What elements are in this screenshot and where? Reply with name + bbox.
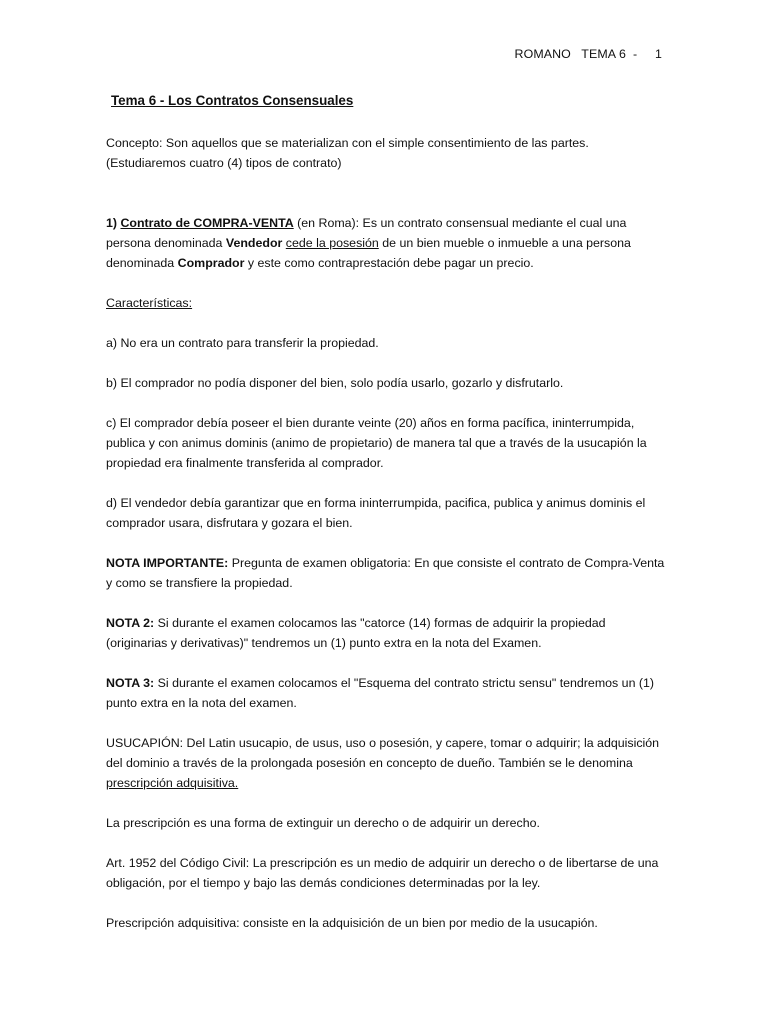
nota-3-text: Si durante el examen colocamos el "Esquema del contrato strictu sensu" tendremos un (1) punto extra en la nota del examen. (106, 676, 655, 710)
nota-importante-text: Pregunta de examen obligatoria: En que consiste el contrato de Compra-Venta y como se transfiere la propiedad. (106, 556, 665, 590)
compraventa-text-1: (en Roma): Es un contrato consensual mediante el cual una persona denominada (106, 216, 627, 250)
compraventa-number: 1) (106, 216, 121, 230)
vendedor-term: Vendedor (225, 236, 283, 250)
nota-2-text: Si durante el examen colocamos las "catorce (14) formas de adquirir la propiedad (originarias y derivativas)" tendremos un (1) punto extra en la nota del Examen. (106, 616, 606, 650)
cede-posesion-term: cede la posesión (285, 236, 379, 250)
compraventa-text-3: de un bien mueble o inmueble a una persona denominada (106, 236, 631, 270)
nota-importante (106, 553, 666, 593)
prescripcion-paragraph-1: La prescripción es una forma de extinguir un derecho o de adquirir un derecho. (106, 816, 540, 830)
concepto-line-1: Concepto: Son aquellos que se materializan con el simple consentimiento de las partes. (106, 136, 589, 150)
nota-3-label: NOTA 3: (106, 676, 155, 690)
nota-2 (106, 613, 666, 653)
document-body (106, 133, 666, 933)
prescripcion-paragraph-2: Art. 1952 del Código Civil: La prescripción es un medio de adquirir un derecho o de libertarse de una obligación, por el tiempo y bajo las demás condiciones determinadas por la ley. (106, 856, 659, 890)
usucapion-text: USUCAPIÓN: Del Latin usucapio, de usus, uso o posesión, y capere, tomar o adquirir; la adquisición del dominio a través de la prolongada posesión en concepto de dueño. También se le denomina (106, 736, 660, 770)
usucapion-paragraph (106, 733, 666, 793)
page-title: Tema 6 - Los Contratos Consensuales (111, 93, 354, 108)
compraventa-paragraph (106, 213, 666, 273)
nota-importante-label: NOTA IMPORTANTE: (106, 556, 229, 570)
nota-3 (106, 673, 666, 713)
comprador-term: Comprador (177, 256, 245, 270)
compraventa-name: Contrato de COMPRA-VENTA (120, 216, 294, 230)
prescripcion-paragraph-3: Prescripción adquisitiva: consiste en la adquisición de un bien por medio de la usucapión. (106, 916, 598, 930)
page-header: ROMANO TEMA 6 - 1 (514, 47, 662, 61)
caracteristica-c: c) El comprador debía poseer el bien durante veinte (20) años en forma pacífica, ininterrumpida, publica y con animus dominis (animo de propietario) de manera tal que a través de la usucapión la propiedad era finalmente transferida al comprador. (106, 416, 647, 470)
caracteristica-d: d) El vendedor debía garantizar que en forma ininterrumpida, pacifica, publica y animus dominis el comprador usara, disfrutara y gozara el bien. (106, 496, 646, 530)
caracteristica-b: b) El comprador no podía disponer del bien, solo podía usarlo, gozarlo y disfrutarlo. (106, 376, 564, 390)
compraventa-text-4: y este como contraprestación debe pagar un precio. (244, 256, 534, 270)
caracteristicas-heading: Características: (106, 296, 193, 310)
concepto-line-2: (Estudiaremos cuatro (4) tipos de contrato) (106, 156, 342, 170)
caracteristica-a: a) No era un contrato para transferir la propiedad. (106, 336, 379, 350)
nota-2-label: NOTA 2: (106, 616, 155, 630)
prescripcion-adquisitiva-term: prescripción adquisitiva. (106, 776, 239, 790)
